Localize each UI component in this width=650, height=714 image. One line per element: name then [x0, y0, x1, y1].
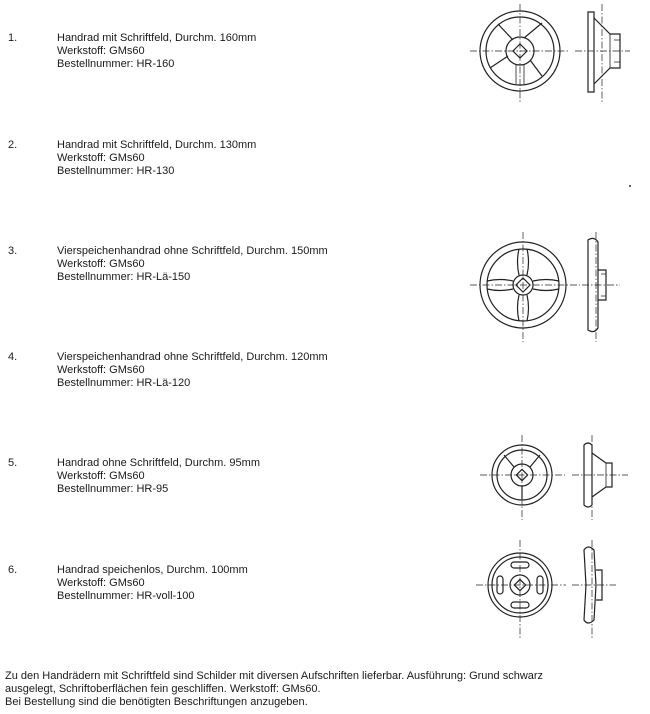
footer-note: [5, 670, 645, 709]
item-title: Handrad mit Schriftfeld, Durchm. 130mm: [57, 139, 257, 151]
item-material: Werkstoff: GMs60: [57, 364, 145, 376]
handwheel-solid-disc-icon: [476, 540, 626, 640]
item-description: [57, 564, 248, 603]
item-title: Vierspeichenhandrad ohne Schriftfeld, Durchm. 150mm: [57, 245, 328, 257]
item-order-number: Bestellnummer: HR-95: [57, 483, 169, 495]
item-number: 1.: [8, 32, 18, 44]
item-description: [57, 351, 328, 390]
handwheel-small-3-spoke-icon: [480, 435, 630, 525]
item-material: Werkstoff: GMs60: [57, 152, 145, 164]
item-title: Handrad speichenlos, Durchm. 100mm: [57, 564, 248, 576]
footer-line-3: Bei Bestellung sind die benötigten Beschriftungen anzugeben.: [5, 696, 308, 708]
item-number: 5.: [8, 457, 18, 469]
item-number: 6.: [8, 564, 18, 576]
item-title: Handrad ohne Schriftfeld, Durchm. 95mm: [57, 457, 260, 469]
item-order-number: Bestellnummer: HR-160: [57, 58, 175, 70]
item-description: [57, 139, 256, 178]
item-material: Werkstoff: GMs60: [57, 258, 145, 270]
item-number: 4.: [8, 351, 18, 363]
handwheel-4-spoke-icon: [470, 232, 630, 342]
item-description: [57, 245, 328, 284]
item-material: Werkstoff: GMs60: [57, 45, 145, 57]
item-order-number: Bestellnummer: HR-130: [57, 165, 175, 177]
item-order-number: Bestellnummer: HR-Lä-150: [57, 271, 191, 283]
stray-dot: [629, 185, 631, 187]
handwheel-3-spoke-icon: [470, 4, 630, 104]
item-description: [57, 32, 256, 71]
item-order-number: Bestellnummer: HR-voll-100: [57, 590, 195, 602]
item-number: 2.: [8, 139, 18, 151]
item-order-number: Bestellnummer: HR-Lä-120: [57, 377, 191, 389]
item-material: Werkstoff: GMs60: [57, 577, 145, 589]
footer-line-1: Zu den Handrädern mit Schriftfeld sind Schilder mit diversen Aufschriften lieferbar. Ausführung: Grund schwarz: [5, 670, 544, 682]
item-material: Werkstoff: GMs60: [57, 470, 145, 482]
item-title: Vierspeichenhandrad ohne Schriftfeld, Durchm. 120mm: [57, 351, 328, 363]
footer-line-2: ausgelegt, Schriftoberflächen fein geschliffen. Werkstoff: GMs60.: [5, 683, 321, 695]
item-number: 3.: [8, 245, 18, 257]
item-description: [57, 457, 260, 496]
item-title: Handrad mit Schriftfeld, Durchm. 160mm: [57, 32, 257, 44]
